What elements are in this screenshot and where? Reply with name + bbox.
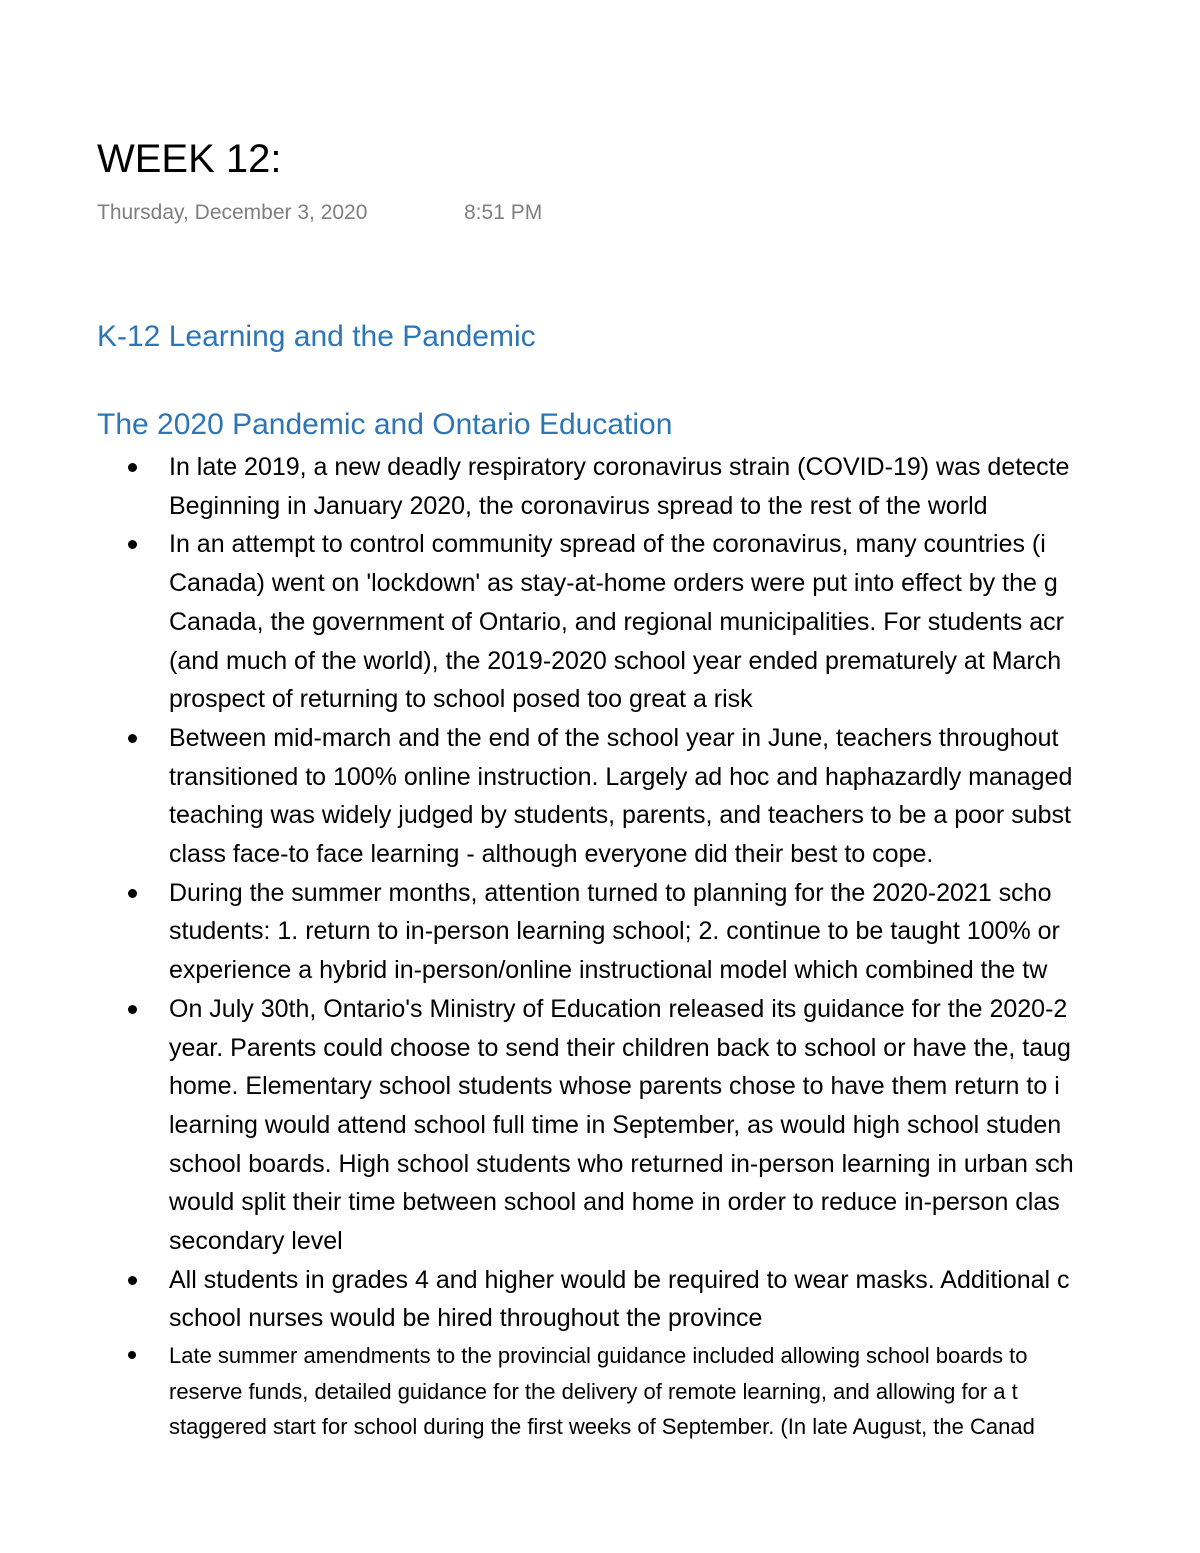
bullet-text-line: During the summer months, attention turned to planning for the 2020-2021 scho	[169, 878, 1052, 907]
bullet-text-line: (and much of the world), the 2019-2020 school year ended prematurely at March	[169, 646, 1062, 675]
bullet-point-icon	[128, 525, 138, 564]
bullet-item	[0, 525, 1200, 719]
bullet-text-line: Between mid-march and the end of the school year in June, teachers throughout	[169, 723, 1059, 752]
bullet-text-line: reserve funds, detailed guidance for the delivery of remote learning, and allowing for a t	[169, 1378, 1018, 1404]
page-meta	[97, 198, 543, 228]
bullet-text-line: prospect of returning to school posed too great a risk	[169, 685, 753, 714]
bullet-item	[0, 448, 1200, 525]
page-title: WEEK 12:	[97, 137, 282, 181]
bullet-point-icon	[128, 448, 138, 487]
bullet-text-line: staggered start for school during the first weeks of September. (In late August, the Canad	[169, 1414, 1035, 1440]
bullet-text-line: learning would attend school full time in September, as would high school studen	[169, 1110, 1062, 1139]
bullet-text-line: year. Parents could choose to send their children back to school or have the, taug	[169, 1033, 1071, 1062]
bullet-point-icon	[128, 874, 138, 913]
bullet-item	[0, 719, 1200, 874]
bullet-text-line: secondary level	[169, 1227, 343, 1256]
heading-level-2: The 2020 Pandemic and Ontario Education	[97, 408, 673, 441]
bullet-item	[0, 1338, 1200, 1445]
page-time: 8:51 PM	[464, 201, 543, 224]
bullet-text-line: Canada) went on 'lockdown' as stay-at-home orders were put into effect by the g	[169, 569, 1058, 598]
bullet-point-icon	[128, 1261, 138, 1300]
bullet-text-line: school nurses would be hired throughout the province	[169, 1304, 763, 1333]
bullet-item	[0, 990, 1200, 1261]
bullet-text-line: home. Elementary school students whose parents chose to have them return to i	[169, 1072, 1060, 1101]
heading-level-1: K-12 Learning and the Pandemic	[97, 320, 536, 353]
bullet-text-line: Late summer amendments to the provincial guidance included allowing school boards to	[169, 1343, 1028, 1369]
bullet-text-line: class face-to face learning - although everyone did their best to cope.	[169, 840, 934, 869]
page-date: Thursday, December 3, 2020	[97, 201, 368, 224]
bullet-point-icon	[128, 990, 138, 1029]
bullet-text-line: On July 30th, Ontario's Ministry of Education released its guidance for the 2020-2	[169, 994, 1068, 1023]
bullet-text-line: experience a hybrid in-person/online instructional model which combined the tw	[169, 956, 1048, 985]
bullet-item	[0, 1261, 1200, 1338]
bullet-text-line: teaching was widely judged by students, parents, and teachers to be a poor subst	[169, 801, 1071, 830]
bullet-point-icon	[128, 1338, 138, 1374]
bullet-text-line: Canada, the government of Ontario, and regional municipalities. For students acr	[169, 607, 1064, 636]
bullet-text-line: transitioned to 100% online instruction. Largely ad hoc and haphazardly managed	[169, 762, 1073, 791]
bullet-item	[0, 874, 1200, 990]
bullet-text-line: All students in grades 4 and higher would be required to wear masks. Additional c	[169, 1265, 1070, 1294]
bullet-text-line: students: 1. return to in-person learning school; 2. continue to be taught 100% or	[169, 917, 1060, 946]
bullet-text-line: school boards. High school students who returned in-person learning in urban sch	[169, 1149, 1074, 1178]
bullet-text-line: would split their time between school and home in order to reduce in-person clas	[169, 1188, 1060, 1217]
bullet-text-line: In an attempt to control community spread of the coronavirus, many countries (i	[169, 530, 1046, 559]
bullet-text-line: In late 2019, a new deadly respiratory coronavirus strain (COVID-19) was detecte	[169, 453, 1070, 481]
bullet-list	[0, 448, 1200, 1445]
bullet-point-icon	[128, 719, 138, 758]
bullet-text-line: Beginning in January 2020, the coronavirus spread to the rest of the world	[169, 491, 988, 520]
